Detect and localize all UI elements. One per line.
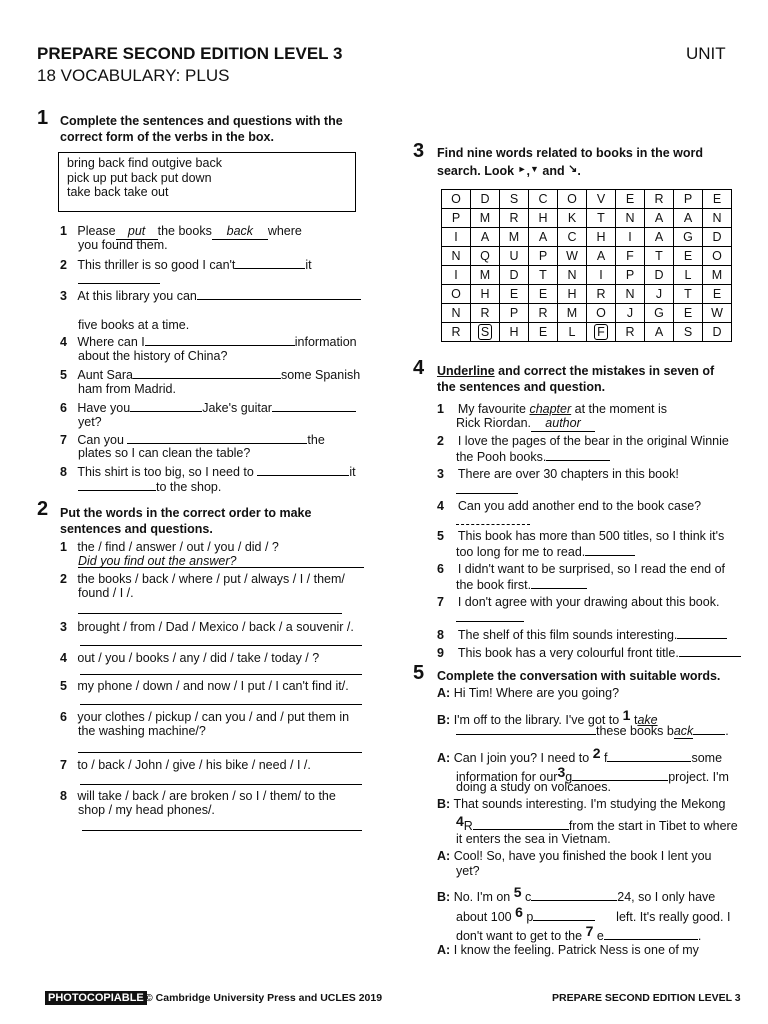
s4-item-8: 8 The shelf of this film sounds interesting. xyxy=(437,627,727,643)
word-search-cell[interactable] xyxy=(645,285,674,304)
word-search-cell[interactable] xyxy=(645,266,674,285)
cell-letter: I xyxy=(454,230,458,244)
cell-letter: D xyxy=(509,268,519,282)
section-4-instructions: Underline and correct the mistakes in seven of the sentences and question. xyxy=(437,364,715,394)
s4-item-2-cont: the Pooh books. xyxy=(456,449,610,465)
dialogue-b3: B: No. I'm on 5 c 24, so I only have xyxy=(437,884,716,904)
word-search-cell[interactable] xyxy=(529,285,558,304)
word-search-row xyxy=(442,190,732,209)
cell-letter: N xyxy=(625,211,635,225)
s1-item-4-cont: about the history of China? xyxy=(78,349,228,363)
word-search-cell[interactable] xyxy=(500,304,529,323)
copyright: © Cambridge University Press and UCLES 2019 xyxy=(145,992,383,1004)
answer-line[interactable] xyxy=(78,567,364,568)
word-search-cell[interactable] xyxy=(529,266,558,285)
answer-line[interactable] xyxy=(78,613,342,614)
word-search-cell[interactable] xyxy=(645,304,674,323)
word-search-cell[interactable] xyxy=(471,323,500,342)
word-search-cell[interactable] xyxy=(674,285,703,304)
cell-letter: D xyxy=(712,230,722,244)
answer-line[interactable] xyxy=(456,621,524,622)
cell-letter: N xyxy=(451,249,461,263)
s4-item-3: 3 There are over 30 chapters in this book! xyxy=(437,467,679,481)
cell-letter: I xyxy=(628,230,632,244)
word-search-cell[interactable] xyxy=(442,304,471,323)
photocopiable-badge: PHOTOCOPIABLE xyxy=(45,991,147,1005)
cell-letter: T xyxy=(597,211,605,225)
cell-letter: O xyxy=(712,249,722,263)
answer-line[interactable] xyxy=(456,493,518,494)
page-title: PREPARE SECOND EDITION LEVEL 3 xyxy=(37,44,343,63)
word-search-cell[interactable] xyxy=(674,209,703,228)
word-search-cell[interactable] xyxy=(703,228,732,247)
s2-item-8: 8 will take / back / are broken / so I / them/ to the xyxy=(60,789,336,803)
word-search-cell[interactable] xyxy=(529,228,558,247)
answer-line[interactable] xyxy=(82,830,362,831)
answer-line[interactable] xyxy=(78,752,362,753)
s4-item-1: 1 My favourite chapter at the moment is xyxy=(437,402,668,416)
dialogue-a2-cont2: doing a study on volcanoes. xyxy=(456,780,611,794)
verb-box: bring back find outgive back pick up put back put down take back take out xyxy=(58,152,356,212)
s1-item-8: 8 This shirt is too big, so I need to it xyxy=(60,465,356,479)
dialogue-b3-cont: about 100 6 p left. It's really good. I xyxy=(456,904,731,924)
s4-item-6-cont: the book first. xyxy=(456,577,587,593)
word-search-row xyxy=(442,285,732,304)
answer-line[interactable] xyxy=(80,784,362,785)
s1-item-3-cont: five books at a time. xyxy=(78,318,190,332)
word-search-cell[interactable] xyxy=(471,266,500,285)
s1-item-6-cont: yet? xyxy=(78,415,102,429)
word-search-cell[interactable] xyxy=(616,285,645,304)
answer-line[interactable] xyxy=(78,283,160,284)
cell-letter: N xyxy=(712,211,722,225)
answer-line[interactable] xyxy=(80,674,362,675)
word-search-cell[interactable] xyxy=(587,190,616,209)
s2-item-1: 1 the / find / answer / out / you / did / ? xyxy=(60,540,279,554)
cell-letter: R xyxy=(538,306,548,320)
cell-letter: P xyxy=(625,268,635,282)
word-search-row xyxy=(442,323,732,342)
word-search-cell[interactable] xyxy=(442,323,471,342)
cell-letter: D xyxy=(480,192,490,206)
word-search-cell[interactable] xyxy=(645,228,674,247)
s4-item-6: 6 I didn't want to be surprised, so I read the end of xyxy=(437,562,725,576)
answer-line[interactable] xyxy=(80,704,362,705)
dialogue-b1-cont: these books back . xyxy=(456,723,729,739)
word-search-cell[interactable] xyxy=(471,247,500,266)
s2-item-2-cont: found / I /. xyxy=(78,586,134,600)
page-subtitle: 18 VOCABULARY: PLUS xyxy=(37,66,230,85)
s4-item-9: 9 This book has a very colourful front title. xyxy=(437,645,741,661)
cell-letter: W xyxy=(566,249,578,263)
word-search-row xyxy=(442,304,732,323)
cell-letter: G xyxy=(654,306,664,320)
word-search-cell[interactable] xyxy=(471,285,500,304)
s1-item-5: 5 Aunt Sara some Spanish xyxy=(60,368,361,382)
word-search-row xyxy=(442,228,732,247)
word-search-cell[interactable] xyxy=(587,209,616,228)
cell-letter: F xyxy=(594,324,608,340)
diagonal-arrow-icon: ↘ xyxy=(568,163,578,175)
section-2-number: 2 xyxy=(37,498,49,520)
section-5-number: 5 xyxy=(413,662,425,684)
section-3-instructions: Find nine words related to books in the word search. Look ►,▼ and ↘. xyxy=(437,146,703,178)
cell-letter: H xyxy=(509,325,519,339)
cell-letter: O xyxy=(596,306,606,320)
cell-letter: E xyxy=(509,287,519,301)
word-search-cell[interactable] xyxy=(674,228,703,247)
word-search-cell[interactable] xyxy=(587,266,616,285)
cell-letter: E xyxy=(625,192,635,206)
s1-item-8-cont: to the shop. xyxy=(78,479,221,495)
word-search-cell[interactable] xyxy=(558,323,587,342)
s1-item-1-cont: you found them. xyxy=(78,238,168,252)
s1-item-6: 6 Have you Jake's guitar xyxy=(60,400,356,416)
word-search-cell[interactable] xyxy=(616,247,645,266)
cell-letter: U xyxy=(509,249,519,263)
word-search-cell[interactable] xyxy=(587,247,616,266)
cell-letter: S xyxy=(683,325,693,339)
cell-letter: P xyxy=(538,249,548,263)
dialogue-b1: B: I'm off to the library. I've got to 1 take xyxy=(437,707,658,727)
word-search-cell[interactable] xyxy=(616,209,645,228)
cell-letter: M xyxy=(508,230,520,244)
s1-item-2: 2 This thriller is so good I can't it xyxy=(60,258,312,272)
word-search-row xyxy=(442,209,732,228)
word-search-cell[interactable] xyxy=(529,304,558,323)
cell-letter: Q xyxy=(480,249,490,263)
cell-letter: N xyxy=(451,306,461,320)
s1-item-4: 4 Where can I information xyxy=(60,335,357,349)
word-search-cell[interactable] xyxy=(500,323,529,342)
word-search-cell[interactable] xyxy=(616,228,645,247)
cell-letter: H xyxy=(538,211,548,225)
word-search-cell[interactable] xyxy=(558,247,587,266)
cell-letter: A xyxy=(683,211,693,225)
section-5-instructions: Complete the conversation with suitable words. xyxy=(437,669,721,683)
section-4-number: 4 xyxy=(413,357,425,379)
cell-letter: T xyxy=(655,249,663,263)
cell-letter: M xyxy=(566,306,578,320)
word-search-cell[interactable] xyxy=(645,323,674,342)
cell-letter: E xyxy=(683,249,693,263)
cell-letter: J xyxy=(655,287,663,301)
cell-letter: P xyxy=(509,306,519,320)
s4-item-2: 2 I love the pages of the bear in the original Winnie xyxy=(437,434,729,448)
word-search-cell[interactable] xyxy=(529,190,558,209)
cell-letter: T xyxy=(684,287,692,301)
footer-title: PREPARE SECOND EDITION LEVEL 3 xyxy=(552,992,741,1004)
word-search-cell[interactable] xyxy=(645,209,674,228)
s2-item-4: 4 out / you / books / any / did / take / today / ? xyxy=(60,651,320,665)
word-search-cell[interactable] xyxy=(674,304,703,323)
s4-item-5-cont: too long for me to read. xyxy=(456,544,635,560)
cell-letter: N xyxy=(625,287,635,301)
cell-letter: M xyxy=(711,268,723,282)
cell-letter: V xyxy=(596,192,606,206)
word-search-cell[interactable] xyxy=(587,285,616,304)
s2-item-2: 2 the books / back / where / put / always / I / them/ xyxy=(60,572,345,586)
s4-item-4: 4 Can you add another end to the book case? xyxy=(437,499,702,513)
dialogue-a4: A: I know the feeling. Patrick Ness is one of my xyxy=(437,943,699,957)
cell-letter: E xyxy=(712,192,722,206)
word-search-cell[interactable] xyxy=(529,247,558,266)
word-search-grid[interactable] xyxy=(441,189,732,342)
cell-letter: P xyxy=(451,211,461,225)
word-search-cell[interactable] xyxy=(674,266,703,285)
cell-letter: J xyxy=(626,306,634,320)
word-search-cell[interactable] xyxy=(442,247,471,266)
cell-letter: D xyxy=(654,268,664,282)
dialogue-b2: B: That sounds interesting. I'm studying the Mekong xyxy=(437,797,726,811)
word-search-cell[interactable] xyxy=(587,323,616,342)
cell-letter: E xyxy=(538,287,548,301)
cell-letter: A xyxy=(654,325,664,339)
word-search-cell[interactable] xyxy=(616,323,645,342)
cell-letter: L xyxy=(568,325,576,339)
word-search-cell[interactable] xyxy=(442,209,471,228)
s1-item-3: 3 At this library you can xyxy=(60,288,361,304)
dialogue-b2-cont: 4R from the start in Tibet to where xyxy=(456,813,738,833)
word-search-cell[interactable] xyxy=(442,266,471,285)
section-3-number: 3 xyxy=(413,140,425,162)
word-search-cell[interactable] xyxy=(674,323,703,342)
s4-item-1-cont: Rick Riordan. author xyxy=(456,416,595,432)
cell-letter: R xyxy=(654,192,664,206)
word-search-cell[interactable] xyxy=(703,209,732,228)
word-search-cell[interactable] xyxy=(616,190,645,209)
cell-letter: S xyxy=(509,192,519,206)
cell-letter: R xyxy=(451,325,461,339)
word-search-cell[interactable] xyxy=(442,228,471,247)
word-search-cell[interactable] xyxy=(674,190,703,209)
word-search-cell[interactable] xyxy=(500,190,529,209)
word-search-cell[interactable] xyxy=(442,190,471,209)
word-search-cell[interactable] xyxy=(703,285,732,304)
cell-letter: F xyxy=(626,249,634,263)
s4-item-5: 5 This book has more than 500 titles, so I think it's xyxy=(437,529,725,543)
word-search-cell[interactable] xyxy=(645,247,674,266)
word-search-cell[interactable] xyxy=(500,247,529,266)
s2-item-5: 5 my phone / down / and now / I put / I can't find it/. xyxy=(60,679,349,693)
word-search-cell[interactable] xyxy=(558,228,587,247)
word-search-cell[interactable] xyxy=(616,304,645,323)
cell-letter: R xyxy=(625,325,635,339)
word-search-cell[interactable] xyxy=(703,323,732,342)
cell-letter: K xyxy=(567,211,577,225)
s1-item-7-cont: plates so I can clean the table? xyxy=(78,446,251,460)
cell-letter: P xyxy=(683,192,693,206)
s2-item-6-cont: the washing machine/? xyxy=(78,724,206,738)
word-search-cell[interactable] xyxy=(558,304,587,323)
s2-item-8-cont: shop / my head phones/. xyxy=(78,803,215,817)
answer-line[interactable] xyxy=(456,524,530,525)
cell-letter: R xyxy=(596,287,606,301)
cell-letter: W xyxy=(711,306,723,320)
dialogue-a2: A: Can I join you? I need to 2 f some xyxy=(437,745,723,765)
cell-letter: O xyxy=(451,192,461,206)
cell-letter: A xyxy=(654,230,664,244)
word-search-cell[interactable] xyxy=(703,247,732,266)
word-search-cell[interactable] xyxy=(674,247,703,266)
cell-letter: M xyxy=(479,268,491,282)
word-search-cell[interactable] xyxy=(703,266,732,285)
cell-letter: H xyxy=(596,230,606,244)
dialogue-a1: A: Hi Tim! Where are you going? xyxy=(437,686,620,700)
s1-item-1: 1 Please put the books back where xyxy=(60,224,302,238)
word-search-cell[interactable] xyxy=(703,304,732,323)
cell-letter: A xyxy=(596,249,606,263)
cell-letter: A xyxy=(480,230,490,244)
cell-letter: O xyxy=(451,287,461,301)
cell-letter: C xyxy=(567,230,577,244)
cell-letter: H xyxy=(567,287,577,301)
s2-item-3: 3 brought / from / Dad / Mexico / back / a souvenir /. xyxy=(60,620,354,634)
dialogue-b2-cont2: it enters the sea in Vietnam. xyxy=(456,832,611,846)
word-search-cell[interactable] xyxy=(529,209,558,228)
section-2-instructions: Put the words in the correct order to make sentences and questions. xyxy=(60,506,312,536)
cell-letter: T xyxy=(539,268,547,282)
word-search-cell[interactable] xyxy=(471,209,500,228)
cell-letter: M xyxy=(479,211,491,225)
right-arrow-icon: ► xyxy=(517,164,527,174)
dialogue-b3-cont2: don't want to get to the 7 e . xyxy=(456,923,702,943)
word-search-cell[interactable] xyxy=(587,228,616,247)
word-search-cell[interactable] xyxy=(529,323,558,342)
word-search-cell[interactable] xyxy=(645,190,674,209)
dialogue-a3: A: Cool! So, have you finished the book I lent you xyxy=(437,849,712,863)
s2-item-1-answer: Did you find out the answer? xyxy=(78,554,237,568)
word-search-cell[interactable] xyxy=(471,304,500,323)
word-search-cell[interactable] xyxy=(500,209,529,228)
cell-letter: I xyxy=(454,268,458,282)
cell-letter: R xyxy=(509,211,519,225)
cell-letter: L xyxy=(684,268,692,282)
unit-label: UNIT xyxy=(686,44,726,63)
section-1-instructions: Complete the sentences and questions with the correct form of the verbs in the box. xyxy=(60,114,343,144)
word-search-cell[interactable] xyxy=(558,266,587,285)
cell-letter: H xyxy=(480,287,490,301)
cell-letter: G xyxy=(683,230,693,244)
s1-item-7: 7 Can you the xyxy=(60,433,325,447)
cell-letter: D xyxy=(712,325,722,339)
word-search-cell[interactable] xyxy=(558,209,587,228)
cell-letter: N xyxy=(567,268,577,282)
word-search-cell[interactable] xyxy=(558,190,587,209)
down-arrow-icon: ▼ xyxy=(530,164,539,174)
word-search-cell[interactable] xyxy=(442,285,471,304)
cell-letter: R xyxy=(480,306,490,320)
word-search-cell[interactable] xyxy=(500,266,529,285)
word-search-row xyxy=(442,247,732,266)
cell-letter: I xyxy=(599,268,603,282)
word-search-row xyxy=(442,266,732,285)
word-search-cell[interactable] xyxy=(500,228,529,247)
word-search-cell[interactable] xyxy=(471,228,500,247)
word-search-cell[interactable] xyxy=(587,304,616,323)
s2-item-6: 6 your clothes / pickup / can you / and / put them in xyxy=(60,710,350,724)
cell-letter: A xyxy=(538,230,548,244)
cell-letter: S xyxy=(478,324,492,340)
s1-item-5-cont: ham from Madrid. xyxy=(78,382,176,396)
word-search-cell[interactable] xyxy=(558,285,587,304)
word-search-cell[interactable] xyxy=(471,190,500,209)
cell-letter: E xyxy=(538,325,548,339)
section-1-number: 1 xyxy=(37,107,49,129)
dialogue-a3-cont: yet? xyxy=(456,864,480,878)
word-search-cell[interactable] xyxy=(616,266,645,285)
cell-letter: E xyxy=(712,287,722,301)
s4-item-7: 7 I don't agree with your drawing about this book. xyxy=(437,595,720,609)
s2-item-7: 7 to / back / John / give / his bike / need / I /. xyxy=(60,758,311,772)
cell-letter: O xyxy=(567,192,577,206)
answer-line[interactable] xyxy=(80,645,362,646)
cell-letter: E xyxy=(683,306,693,320)
word-search-cell[interactable] xyxy=(500,285,529,304)
cell-letter: C xyxy=(538,192,548,206)
cell-letter: A xyxy=(654,211,664,225)
dialogue-a2-cont: information for our3g project. I'm xyxy=(456,764,729,784)
word-search-cell[interactable] xyxy=(703,190,732,209)
